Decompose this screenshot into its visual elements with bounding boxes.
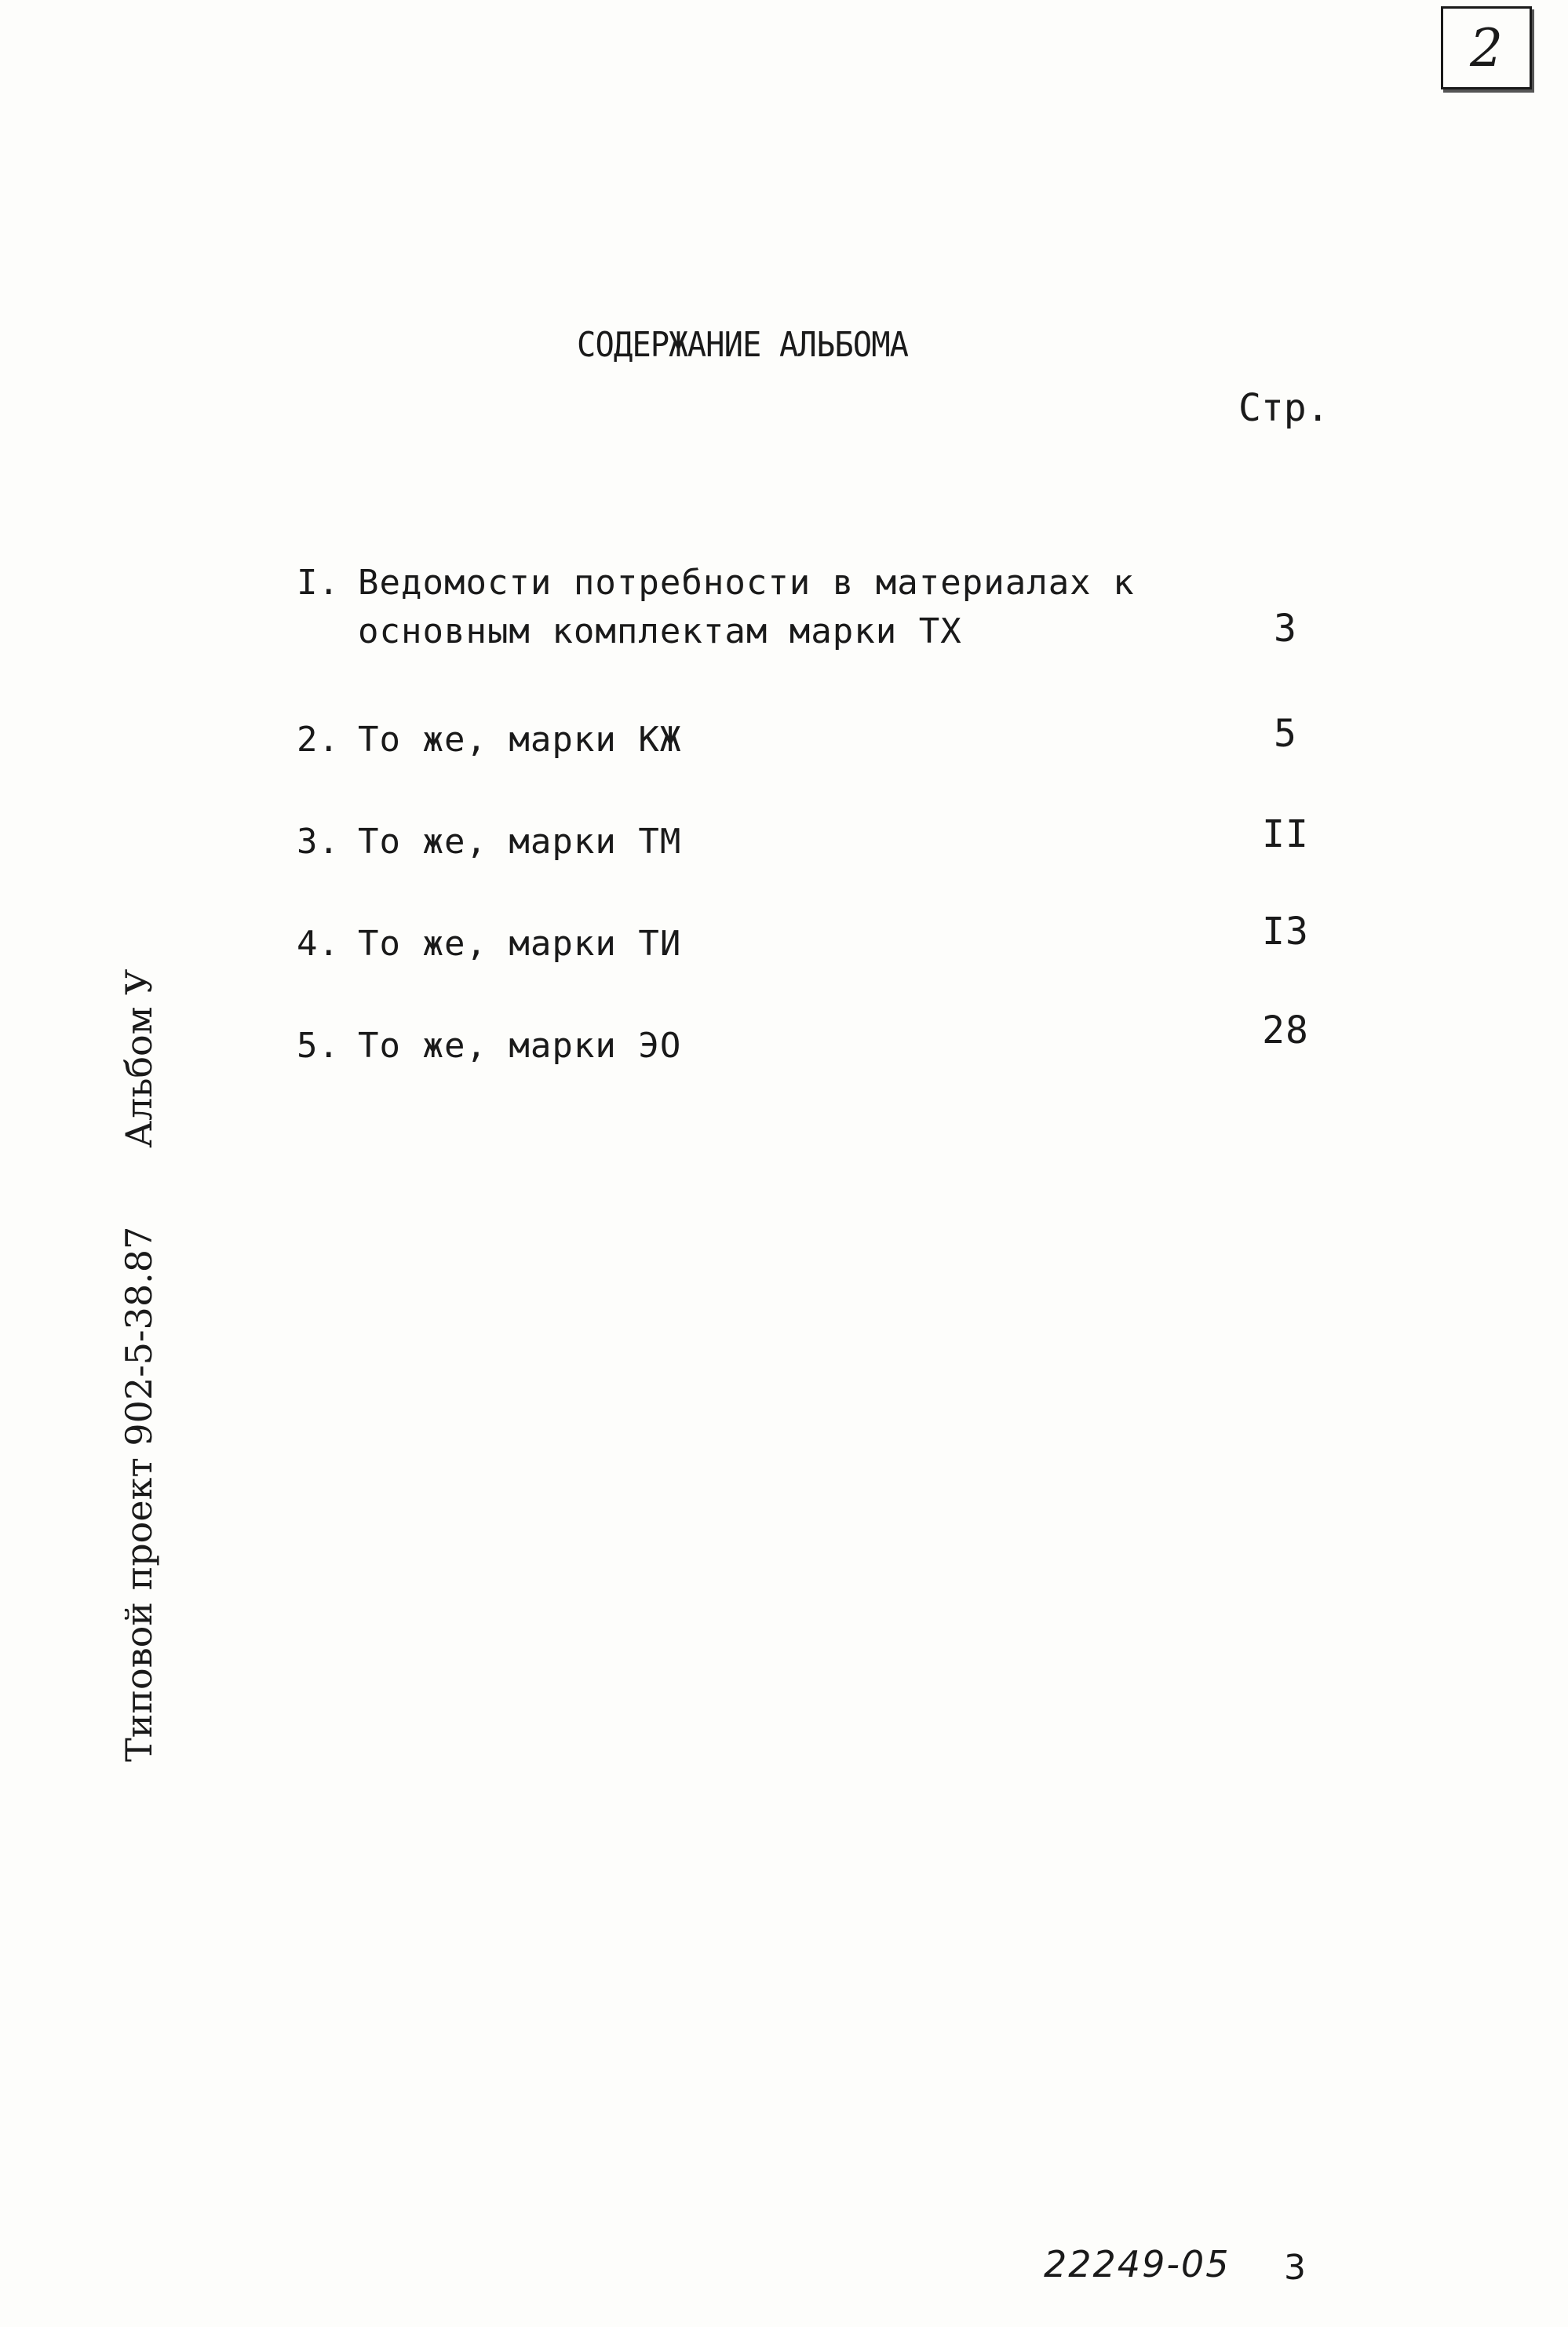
document-stamp-number: 22249-05 — [1044, 2243, 1231, 2285]
page-column-header: Стр. — [1238, 386, 1329, 430]
toc-item-number: I. — [297, 563, 340, 603]
document-title: СОДЕРЖАНИЕ АЛЬБОМА — [577, 325, 909, 365]
toc-item-text: Ведомости потребности в материалах к основным комплектам марки ТХ — [358, 563, 1135, 651]
toc-item-text: То же, марки ТМ — [358, 822, 682, 862]
toc-item — [297, 910, 1317, 1022]
toc-item-page: 3 — [1274, 607, 1297, 651]
toc-item-number: 2. — [297, 720, 340, 760]
album-designation: Альбом У — [118, 968, 160, 1148]
page-number: 2 — [1470, 17, 1503, 78]
toc-item-page: 28 — [1262, 1008, 1309, 1052]
toc-item — [297, 559, 1317, 716]
page-number-box — [1441, 6, 1532, 89]
toc-item-text: То же, марки ЭО — [358, 1026, 682, 1066]
toc-item-number: 3. — [297, 822, 340, 862]
side-project-label — [118, 663, 160, 1762]
toc-item — [297, 1008, 1317, 1070]
toc-item-page: I3 — [1262, 910, 1309, 954]
table-of-contents — [297, 559, 1317, 1070]
toc-item-text: То же, марки ТИ — [358, 924, 682, 964]
toc-item-page: II — [1262, 812, 1309, 856]
toc-item-number: 5. — [297, 1026, 340, 1066]
toc-item-page: 5 — [1274, 712, 1297, 756]
sheet-number: 3 — [1284, 2248, 1306, 2288]
toc-item-text: То же, марки КЖ — [358, 720, 682, 760]
toc-item — [297, 712, 1317, 818]
project-designation: Типовой проект 902-5-38.87 — [118, 1226, 160, 1762]
toc-item-number: 4. — [297, 924, 340, 964]
toc-item — [297, 812, 1317, 920]
